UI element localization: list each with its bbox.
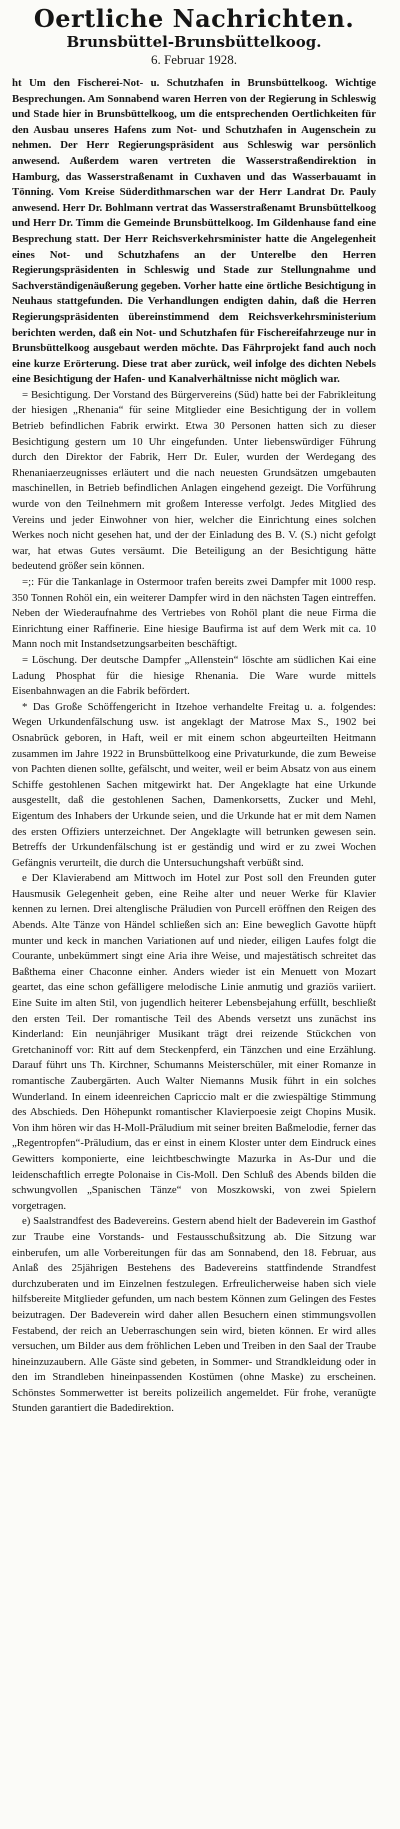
article-saalstrandfest: e) Saalstrandfest des Badevereins. Gestern abend hielt der Badeverein im Gasthof zur Traube eine Vorstands- und Festausschußsitzung ab. Die Sitzung war einberufen, um alle Vorbereitungen für das am Sonnabend, den 18. Februar, aus Anlaß des 25jährigen Bestehens des Badevereins stattfindende Strandfest durchzuberaten und im Einzelnen festzulegen. Erfreulicherweise haben sich viele hilfsbereite Mitglieder gefunden, um nach bestem Können zum Gelingen des Festes beizutragen. Der Badeverein wird daher allen Besuchern einen stimmungsvollen Festabend, der reich an Ueberraschungen sein wird, bieten können. Er wird alles versuchen, um Bilder aus dem fröhlichen Leben und Treiben in den Saal der Traube hineinzuzaubern. Alle Gäste sind gebeten, in Sommer- und Strandkleidung oder in den im Strandleben hineinpassenden Kostümen (ohne Maske) zu erscheinen. Schönstes Sommerwetter ist bereits polizeilich angemeldet. Für frohe, veranügte Stunden garantiert die Badedirektion. — [12, 1215, 376, 1415]
article-besichtigung: = Besichtigung. Der Vorstand des Bürgervereins (Süd) hatte bei der Fabrikleitung der hiesigen „Rhenania“ für seine Mitglieder eine Besichtigung der in vollem Betrieb befindlichen Fabrik erwirkt. Etwa 30 Personen hatten sich zu dieser Besichtigung gestern um 10 Uhr eingefunden. Unter liebenswürdiger Führung durch den Direktor der Fabrik, Herr Dr. Euler, wurden der Werdegang des Rhenaniaerzeugnisses erläutert und die nach neuesten Grundsätzen umgebauten maschinellen, in Betrieb befindlichen Anlagen eingehend gezeigt. Die Vorführung wurde von den Teilnehmern mit großem Interesse verfolgt. Jedes Mitglied des Vereins und jeder Einwohner von hier, welcher die Einrichtung eines solchen Werkes noch nicht gesehen hat, und der der Einladung des B. V. (S.) nicht gefolgt war, hat etwas Gutes versäumt. Die Beteiligung an der Besichtigung hätte bedeutend größer sein können. — [12, 388, 376, 573]
masthead — [12, 6, 376, 68]
section-subtitle: Brunsbüttel-Brunsbüttelkoog. — [66, 33, 322, 51]
article-klavierabend: e Der Klavierabend am Mittwoch im Hotel zur Post soll den Freunden guter Hausmusik Gelegenheit geben, eine Reihe alter und neuer Werke für Klavier kennen zu lernen. Drei altenglische Präludien von Purcell eröffnen den Reigen des Abends. Alte Tänze von Händel schließen sich an: Eine beweglich Gavotte hüpft munter und keck in manchen Variationen auf und nieder, eiligen Laufes folgt die Courante, unbekümmert singt eine Aria ihre Weise, und majestätisch schreitet das Baßthema einer Chaconne einher. Anders wieder ist ein Menuett von Mozart geartet, das eine schon gefälligere melodische Linie anmutig und graziös variiert. Eine Suite im alten Stil, von jugendlich heiterer Lebensbejahung erfüllt, beschließt den ersten Teil. Der romantische Teil des Abends versetzt uns zunächst ins Kinderland: Ein neunjähriger Musikant trägt drei reizende Stückchen von Gretchaninoff vor: Ritt auf dem Steckenpferd, ein Tänzchen und eine Erzählung. Darauf führt uns Th. Kirchner, Schumanns Meisterschüler, mit einer Romanze in romantische Zaubergärten. Auch Walter Niemanns Musik führt in ein solches Wunderland. In einem ideenreichen Capriccio malt er die zwiespältige Stimmung des Abschieds. Den Höhepunkt romantischer Klavierpoesie zeigt Chopins Musik. Von ihm hören wir das H-Moll-Präludium mit seiner breiten Baßmelodie, ferner das „Regentropfen“-Präludium, das er einst in einem Kloster unter dem Eindruck eines Gewitters komponierte, eine leichtbeschwingte Mazurka in As-Dur und die leidenschaftlich erregte Polonaise in Cis-Moll. Den Schluß des Abends bilden die schwungvollen „Spanischen Tänze“ von Moszkowski, von zwei Spielern vorgetragen. — [12, 872, 376, 1212]
dateline: 6. Februar 1928. — [151, 52, 237, 67]
article-loeschung: = Löschung. Der deutsche Dampfer „Allenstein“ löschte am südlichen Kai eine Ladung Phosphat für die hiesige Rhenania. Die Ware wurde mittels Eisenbahnwagen an die Fabrik befördert. — [12, 653, 376, 698]
article-fischerei-schutzhafen: ht Um den Fischerei-Not- u. Schutzhafen in Brunsbüttelkoog. Wichtige Besprechungen. Am Sonnabend waren Herren von der Regierung in Schleswig und Stade hier in Brunsbüttelkoog, um die entsprechenden Oertlichkeiten für den Ausbau unseres Hafens zum Not- und Schutzhafen in Augenschein zu nehmen. Der Herr Regierungspräsident aus Schleswig war persönlich anwesend. Außerdem waren vertreten die Wasserstraßendirektion in Hamburg, das Wasserstraßenamt in Cuxhaven und das Wasserbauamt in Tönning. Vom Kreise Süderdithmarschen war der Herr Landrat Dr. Pauly anwesend. Herr Dr. Bohlmann vertrat das Wasserstraßenamt Brunsbüttelkoog und Herr Dr. Timm die Gemeinde Brunsbüttelkoog. Im Gildenhause fand eine Besprechung statt. Der Herr Reichsverkehrsminister hatte die Angelegenheit eines Not- und Schutzhafens an der Unterelbe den Herren Regierungspräsidenten in Schleswig und Stade zur Stellungnahme und Sachverständigenäußerung gegeben. Vorher hatte eine örtliche Besichtigung in Neuhaus stattgefunden. Die Verhandlungen endigten dahin, daß die Herren Regierungspräsidenten übereinstimmend dem Reichsverkehrsministerium berichten werden, daß ein Not- und Schutzhafen für Fischereifahrzeuge nur in Brunsbüttelkoog ausgebaut werden möchte. Das Fährprojekt fand auch noch eine kurze Erörterung. Diese trat aber zurück, weil infolge des dichten Nebels eine Besichtigung der Hafen- und Kanalverhältnisse nicht möglich war. — [12, 77, 376, 386]
article-schoeffengericht: * Das Große Schöffengericht in Itzehoe verhandelte Freitag u. a. folgendes: Wegen Urkundenfälschung usw. ist angeklagt der Matrose Max S., 1902 bei Osnabrück geboren, in Haft, weil er mit einem schon abgeurteilten Heitmann zusammen im Jahre 1922 in Brunsbüttelkoog eine Privaturkunde, die zum Beweise von Pachten dienen sollte, gefälscht, und weiter, weil er beim Absatz von aus einem Schiffe gestohlenen Sachen mitgewirkt hat. Der Angeklagte hat eine Urkunde ausgestellt, daß die gestohlenen Sachen, Damenkorsetts, Zucker und Mehl, Eigentum des Inhabers der Urkunde seien, und die Urkunde hat er mit dem Namen des ersten Offiziers unterzeichnet. Der Angeklagte will betrunken gewesen sein. Betreffs der Urkundenfälschung ist er geständig und wird er zu zwei Wochen Gefängnis verurteilt, die durch die Untersuchungshaft verbüßt sind. — [12, 700, 376, 869]
article-tankanlage: =;: Für die Tankanlage in Ostermoor trafen bereits zwei Dampfer mit 1000 resp. 350 Tonnen Rohöl ein, ein weiterer Dampfer wird in den nächsten Tagen eintreffen. Neben der Wiederaufnahme des Vertriebes von Rohöl plant die neue Firma die Einrichtung einer Raffinerie. Eine hiesige Baufirma ist auf dem Werk mit ca. 10 Mann noch mit Instandsetzungsarbeiten beschäftigt. — [12, 576, 376, 651]
section-title: Oertliche Nachrichten. — [33, 4, 355, 33]
article-column — [12, 76, 376, 1417]
